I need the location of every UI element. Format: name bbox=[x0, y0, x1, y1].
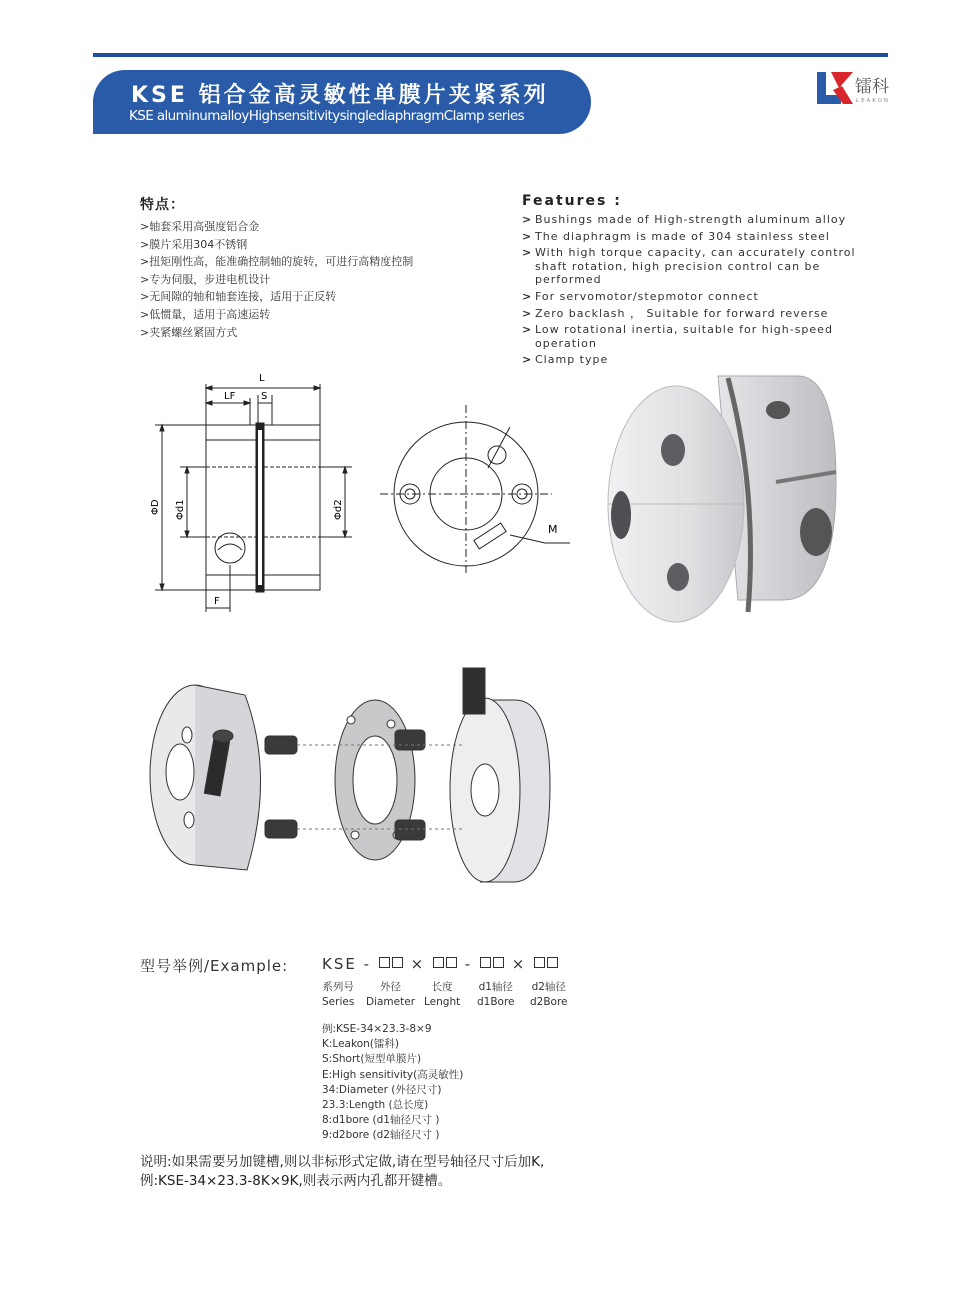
note-line: S:Short(短型单膜片) bbox=[322, 1053, 422, 1066]
exploded-view bbox=[135, 660, 555, 900]
feature-cn-item: >扭矩刚性高，能准确控制轴的旋转，可进行高精度控制 bbox=[140, 255, 414, 269]
arrow-icon: > bbox=[522, 289, 533, 303]
note-line: K:Leakon(镭科) bbox=[322, 1038, 399, 1051]
note-line: 例:KSE-34×23.3-8×9 bbox=[322, 1023, 432, 1035]
dim-F: F bbox=[214, 596, 220, 607]
feature-cn-item: >低惯量，适用于高速运转 bbox=[140, 307, 271, 321]
remark-line: 例:KSE-34×23.3-8K×9K,则表示两内孔都开键槽。 bbox=[140, 1173, 452, 1189]
box-icon bbox=[433, 957, 444, 968]
dim-d1: Φd1 bbox=[175, 499, 186, 520]
features-cn bbox=[140, 194, 413, 341]
example-label: 型号举例/Example: bbox=[140, 957, 289, 975]
side-view-drawing bbox=[140, 370, 344, 620]
note-line: E:High sensitivity(高灵敏性) bbox=[322, 1068, 464, 1081]
arrow-icon: > bbox=[522, 306, 533, 320]
company-logo bbox=[815, 68, 893, 110]
feature-cn-item: >无间隙的轴和轴套连接，适用于正反转 bbox=[140, 290, 337, 304]
feature-en-item: > With high torque capacity, can accurately control shaft rotation, high precision control can be performed bbox=[522, 246, 856, 287]
dim-S: S bbox=[261, 391, 268, 402]
legend-length: 长度 Lenght bbox=[424, 981, 461, 1008]
feature-en-item: > The diaphragm is made of 304 stainless steel bbox=[522, 229, 830, 243]
feature-en-item: > For servomotor/stepmotor connect bbox=[522, 289, 759, 303]
logo-text-en: LEAKON bbox=[856, 98, 891, 104]
note-line: 34:Diameter (外径尺寸) bbox=[322, 1083, 442, 1096]
legend-d2bore: d2轴径 d2Bore bbox=[530, 981, 568, 1008]
legend-d1bore: d1轴径 d1Bore bbox=[477, 981, 515, 1008]
box-icon bbox=[379, 957, 390, 968]
page-subtitle: KSE aluminumalloyHighsensitivitysinglediaphragmClamp series bbox=[129, 108, 525, 124]
arrow-icon: > bbox=[522, 246, 533, 260]
feature-en-item: > Bushings made of High-strength aluminum alloy bbox=[522, 213, 847, 226]
note-line: 9:d2bore (d2轴径尺寸 ) bbox=[322, 1129, 440, 1142]
example-notes bbox=[322, 1022, 463, 1144]
feature-cn-item: >专为伺服，步进电机设计 bbox=[140, 272, 271, 286]
box-icon bbox=[480, 957, 491, 968]
arrow-icon: > bbox=[522, 353, 533, 367]
dim-M: M bbox=[548, 523, 558, 536]
features-en bbox=[522, 193, 882, 370]
feature-en-item: > Clamp type bbox=[522, 353, 609, 367]
feature-cn-item: >轴套采用高强度铝合金 bbox=[140, 220, 260, 233]
box-icon bbox=[547, 957, 558, 968]
logo-text-cn: 镭科 bbox=[855, 77, 889, 97]
end-view-drawing bbox=[380, 405, 580, 580]
remark-line: 说明:如果需要另加键槽,则以非标形式定做,请在型号轴径尺寸后加K, bbox=[140, 1154, 545, 1170]
coupling-photo bbox=[598, 372, 838, 624]
page-title: KSE 铝合金高灵敏性单膜片夹紧系列 bbox=[131, 83, 549, 108]
dim-LF: LF bbox=[224, 391, 236, 402]
note-line: 8:d1bore (d1轴径尺寸 ) bbox=[322, 1114, 440, 1127]
arrow-icon: > bbox=[522, 323, 533, 337]
leakon-logo-icon bbox=[815, 68, 855, 108]
feature-en-item: > Low rotational inertia, suitable for high-speed operation bbox=[522, 323, 833, 350]
feature-en-item: > Zero backlash ， Suitable for forward reverse bbox=[522, 306, 829, 320]
remarks bbox=[140, 1153, 544, 1191]
model-prefix: KSE - bbox=[322, 955, 372, 973]
box-icon bbox=[493, 957, 504, 968]
box-icon bbox=[446, 957, 457, 968]
features-en-heading: Features : bbox=[522, 193, 622, 209]
dim-d2: Φd2 bbox=[333, 499, 344, 520]
feature-cn-item: >膜片采用304不锈钢 bbox=[140, 237, 248, 251]
legend-diameter: 外径 Diameter bbox=[366, 981, 416, 1008]
title-banner bbox=[93, 70, 591, 134]
dim-L: L bbox=[259, 373, 265, 384]
features-cn-heading: 特点： bbox=[140, 197, 185, 213]
model-code: KSE - × - × bbox=[322, 955, 559, 973]
box-icon bbox=[392, 957, 403, 968]
box-icon bbox=[534, 957, 545, 968]
dim-D: ΦD bbox=[150, 499, 161, 515]
legend-series: 系列号 Series bbox=[322, 981, 355, 1008]
header-rule bbox=[93, 53, 888, 57]
arrow-icon: > bbox=[522, 213, 533, 226]
feature-cn-item: >夹紧螺丝紧固方式 bbox=[140, 325, 238, 339]
arrow-icon: > bbox=[522, 229, 533, 243]
note-line: 23.3:Length (总长度) bbox=[322, 1099, 429, 1112]
